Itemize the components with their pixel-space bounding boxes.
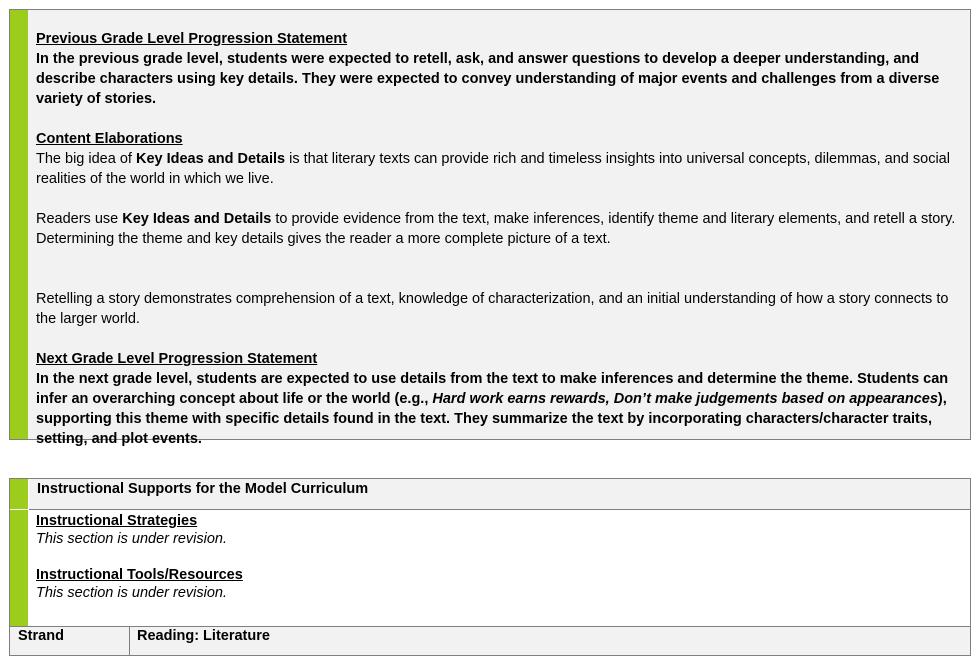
progression-box <box>9 9 971 447</box>
next-heading: Next Grade Level Progression Statement <box>36 351 318 367</box>
content-paragraph-1: The big idea of Key Ideas and Details is that literary texts can provide rich and timeless insights into universal concepts, dilemmas, and social realities of the world in which we live. <box>36 151 950 187</box>
tools-heading: Instructional Tools/Resources <box>36 567 243 583</box>
tools-text: This section is under revision. <box>36 585 227 601</box>
instructional-supports-box <box>9 478 971 656</box>
strategies-text: This section is under revision. <box>36 531 227 547</box>
previous-body: In the previous grade level, students were expected to retell, ask, and answer questions to develop a deeper understanding, and describe characters using key details. They were expected to convey understanding of major events and challenges from a diverse variety of stories. <box>36 51 940 107</box>
progression-content <box>36 29 968 449</box>
content-paragraph-3: Retelling a story demonstrates comprehension of a text, knowledge of characterization, and an initial understanding of how a story connects to the larger world. <box>36 291 949 327</box>
accent-bar-body <box>10 510 28 626</box>
strand-row <box>10 626 970 655</box>
next-body: In the next grade level, students are expected to use details from the text to make inferences and determine the theme. Students can infer an overarching concept about life or the world (e.g., Hard work earns rewards, Don’t make judgements based on appearances), supporting this theme with specific details found in the text. They summarize the text by incorporating characters/character traits, setting, and plot events. <box>36 371 949 447</box>
supports-body <box>36 512 243 602</box>
previous-heading: Previous Grade Level Progression Statement <box>36 31 348 47</box>
content-paragraph-2: Readers use Key Ideas and Details to provide evidence from the text, make inferences, identify theme and literary elements, and retell a story. Determining the theme and key details gives the reader a more complete picture of a text. <box>36 211 956 247</box>
strand-label: Strand <box>18 628 64 644</box>
content-heading: Content Elaborations <box>36 131 183 147</box>
accent-bar <box>10 10 28 439</box>
accent-bar-header <box>10 479 28 509</box>
supports-header <box>29 479 970 510</box>
strand-value: Reading: Literature <box>137 628 270 644</box>
supports-header-title: Instructional Supports for the Model Curriculum <box>37 481 369 497</box>
strategies-heading: Instructional Strategies <box>36 513 198 529</box>
